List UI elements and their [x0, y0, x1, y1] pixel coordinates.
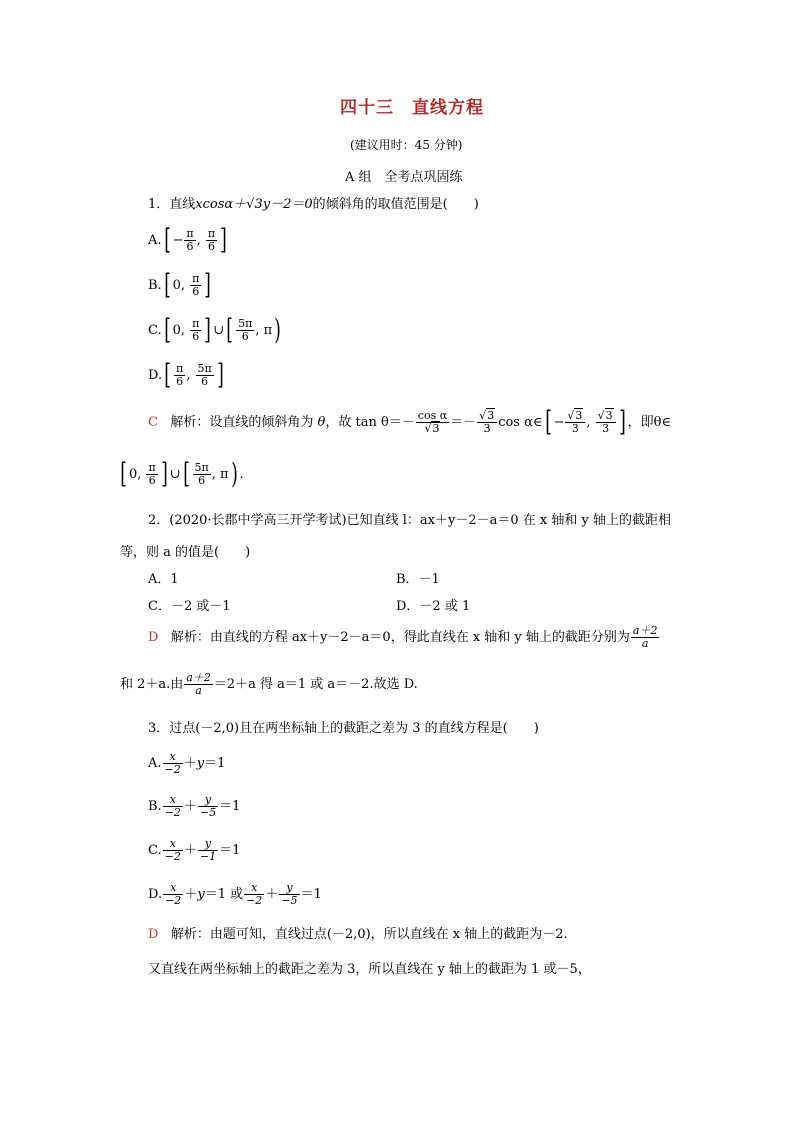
question-2-option-b: B．－1	[396, 572, 440, 587]
question-3-solution: D 解析：由题可知，直线过点(－2,0)，所以直线在 x 轴上的截距为－2.	[148, 927, 568, 942]
question-2-stem-cont: 等，则 a 的值是( )	[120, 545, 251, 560]
question-1-solution-cont: [ 0, $\frac{\pi}{6}$ ] ∪ [ $\frac{5\pi}{6}$ , π ) .	[120, 456, 244, 490]
group-heading: A 组 全考点巩固练	[345, 170, 463, 185]
question-1-option-c: C. [ 0, $\frac{\pi}{6}$ ] ∪ [ $\frac{5\pi}{6}$ , π )	[148, 312, 281, 346]
question-1-option-a: A. [ − $\frac{\pi}{6}$ , $\frac{\pi}{6}$ ]	[148, 222, 227, 256]
question-2-option-d: D．－2 或 1	[396, 599, 471, 614]
question-3-option-b: B. $\frac{x}{-2}$ ＋ $\frac{y}{-5}$ ＝1	[148, 793, 241, 819]
question-3-stem: 3．过点(－2,0)且在两坐标轴上的截距之差为 3 的直线方程是( )	[148, 721, 539, 736]
question-2-option-a: A．1	[148, 572, 179, 587]
question-2-answer: D	[148, 629, 159, 645]
question-3-option-c: C. $\frac{x}{-2}$ ＋ $\frac{y}{-1}$ ＝1	[148, 837, 241, 863]
question-2-solution: D 解析：由直线的方程 ax＋y－2－a＝0，得此直线在 x 轴和 y 轴上的截距分别为 $\frac{a+2}{a}$	[148, 624, 658, 650]
question-1-option-b: B. [ 0, $\frac{\pi}{6}$ ]	[148, 267, 212, 301]
question-3-option-a: A. $\frac{x}{-2}$ ＋ y ＝1	[148, 750, 226, 776]
question-1-option-d: D. [ $\frac{\pi}{6}$ , $\frac{5\pi}{6}$ ]	[148, 357, 224, 391]
question-3-solution-cont: 又直线在两坐标轴上的截距之差为 3，所以直线在 y 轴上的截距为 1 或－5，	[148, 962, 591, 977]
question-1-stem: 1．直线xcosα＋√3y－2＝0的倾斜角的取值范围是( )	[148, 197, 479, 212]
question-2-solution-cont: 和 2＋a.由 $\frac{a+2}{a}$ ＝2＋a 得 a＝1 或 a＝－2.故选 D.	[120, 671, 418, 697]
question-2-stem: 2．(2020·长郡中学高三开学考试)已知直线 l：ax＋y－2－a＝0 在 x 轴和 y 轴上的截距相	[148, 513, 671, 528]
question-2-option-c: C．－2 或－1	[148, 599, 231, 614]
time-suggestion: (建议用时：45 分钟)	[350, 138, 463, 152]
page-title: 四十三 直线方程	[340, 98, 484, 118]
question-3-answer: D	[148, 927, 159, 942]
question-1-answer: C	[148, 414, 158, 430]
question-1-solution: C 解析：设直线的倾斜角为 θ ，故 tan θ＝－ $\frac{\text{cos α}}{√3}$ ＝－ $\frac{√3}{3}$ cos α∈ [ − $\frac{√3}{3}$ , $\frac{√3}{3}$ ] ，即θ∈	[148, 404, 672, 438]
question-3-option-d: D. $\frac{x}{-2}$ ＋ y ＝1 或 $\frac{x}{-2}$ ＋ $\frac{y}{-5}$ ＝1	[148, 881, 322, 907]
